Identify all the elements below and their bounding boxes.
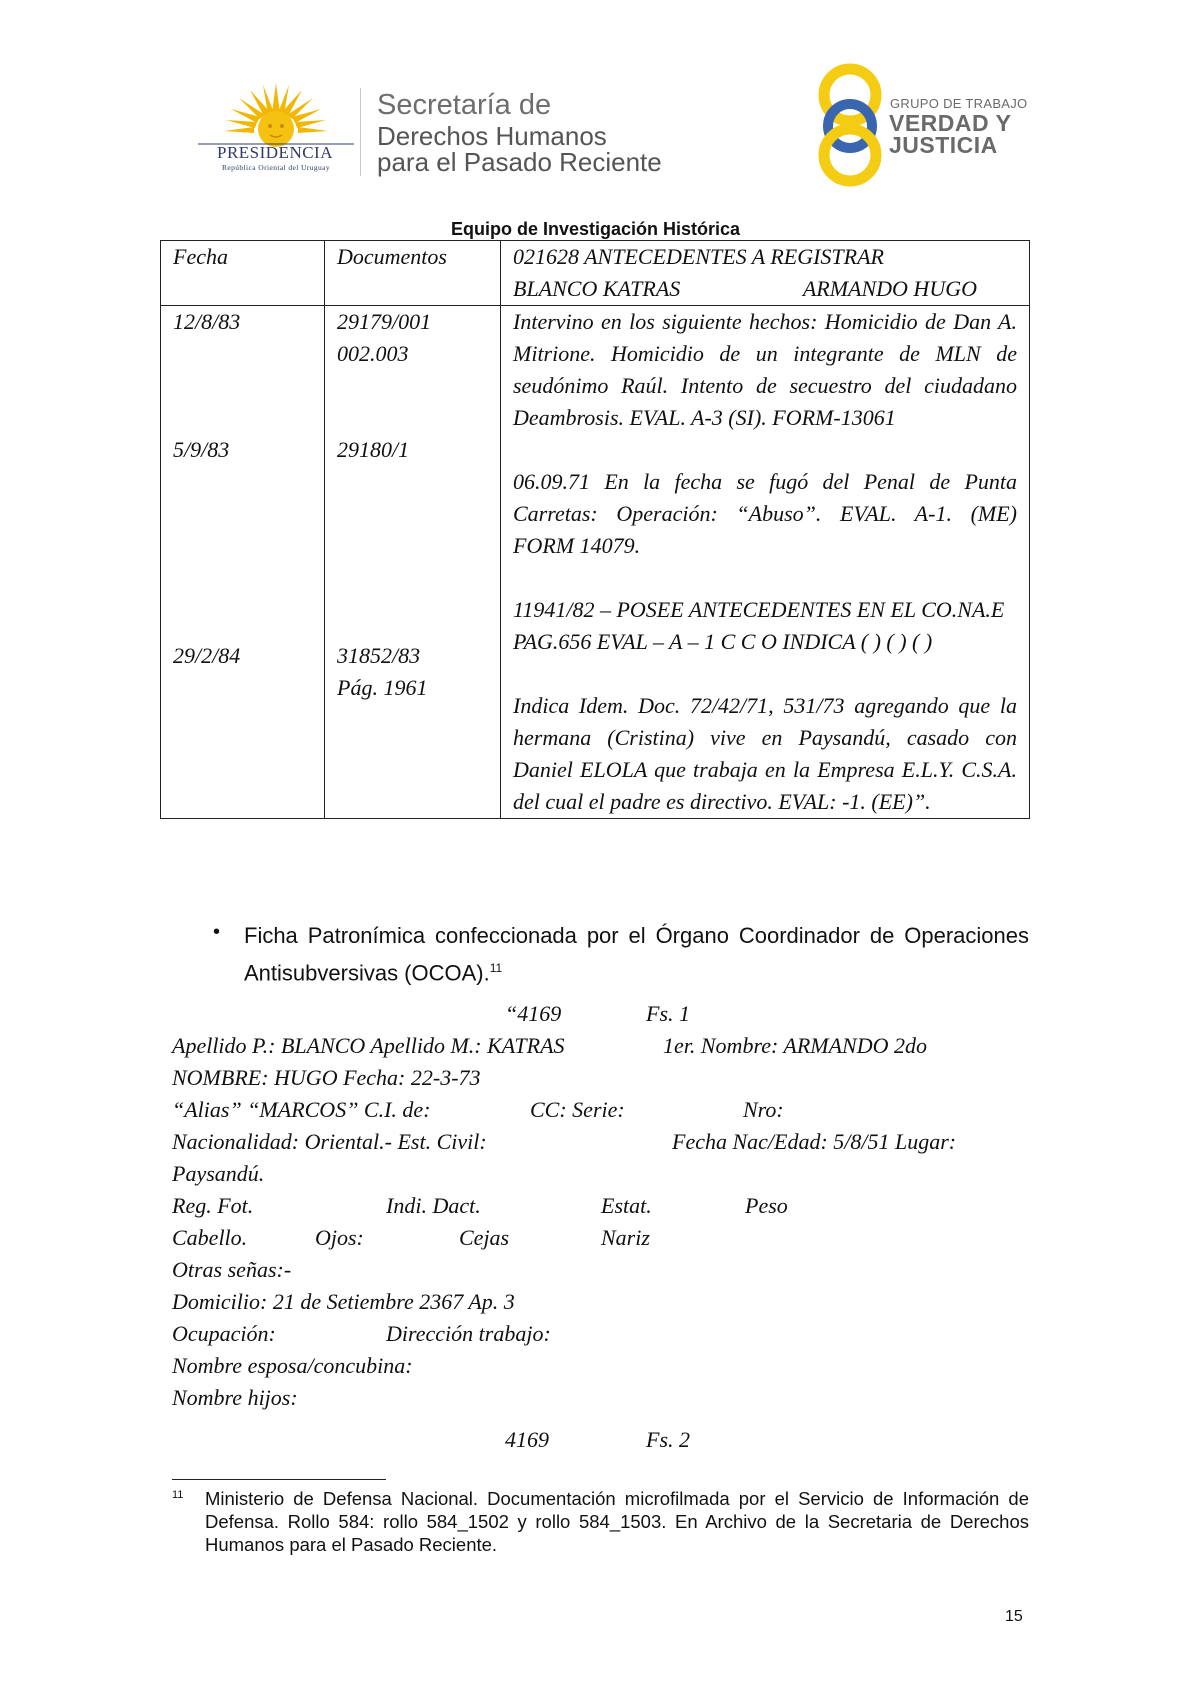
date-entry: 29/2/84 xyxy=(173,643,241,668)
footnote-separator xyxy=(172,1479,386,1480)
ficha-peso: Peso xyxy=(745,1193,788,1218)
header-registro-name xyxy=(513,273,1017,305)
ficha-cabello: Cabello. xyxy=(172,1225,248,1250)
doc-entry: Pág. 1961 xyxy=(337,675,428,700)
entries-cell xyxy=(501,306,1030,819)
gtvj-line2: VERDAD Y xyxy=(889,110,1012,136)
ficha-direccion-trabajo: Dirección trabajo: xyxy=(386,1321,551,1346)
table-body-row xyxy=(161,306,1030,819)
presidencia-wordmark: PRESIDENCIA xyxy=(216,143,333,162)
ficha-first-name: 1er. Nombre: ARMANDO 2do xyxy=(663,1033,927,1058)
doc-entry: 29179/001 xyxy=(337,309,432,334)
secretaria-line2: Derechos Humanos xyxy=(377,121,607,151)
header-documentos: Documentos xyxy=(325,241,501,306)
table-header-row xyxy=(161,241,1030,306)
doc-entry: 31852/83 xyxy=(337,643,421,668)
gtvj-line1: GRUPO DE TRABAJO xyxy=(890,96,1028,111)
ficha-ocupacion: Ocupación: xyxy=(172,1321,276,1346)
date-entry: 5/9/83 xyxy=(173,437,230,462)
ficha-ojos: Ojos: xyxy=(315,1225,364,1250)
ficha-alias: “Alias” “MARCOS” C.I. de: xyxy=(172,1097,431,1122)
footnote-number: 11 xyxy=(172,1489,184,1501)
ficha-hijos: Nombre hijos: xyxy=(172,1385,298,1410)
ficha-place: Paysandú. xyxy=(172,1161,265,1186)
ficha-indi-dact: Indi. Dact. xyxy=(386,1193,481,1218)
entry-paragraph: Intervino en los siguiente hechos: Homicidio de Dan A. Mitrione. Homicidio de un integrante de MLN de seudónimo Raúl. Intento de secuestro del ciudadano Deambrosis. EVAL. A-3 (SI). FORM-13061 xyxy=(513,309,1017,430)
ficha-otras-senas: Otras señas:- xyxy=(172,1257,292,1282)
ficha-birth: Fecha Nac/Edad: 5/8/51 Lugar: xyxy=(672,1129,957,1154)
ficha-nationality: Nacionalidad: Oriental.- Est. Civil: xyxy=(172,1129,487,1154)
page-number: 15 xyxy=(1005,1608,1023,1625)
records-table xyxy=(160,240,1030,819)
ficha-name-date: NOMBRE: HUGO Fecha: 22-3-73 xyxy=(172,1065,481,1090)
bullet-paragraph xyxy=(244,919,1029,989)
secretaria-line1: Secretaría de xyxy=(377,89,552,121)
ficha-foot-number: 4169 xyxy=(505,1427,549,1452)
bullet-text: Ficha Patronímica confeccionada por el Órgano Coordinador de Operaciones Antisubversivas (OCOA). xyxy=(244,923,1029,986)
doc-entry: 29180/1 xyxy=(337,437,410,462)
entry-paragraph: 06.09.71 En la fecha se fugó del Penal de Punta Carretas: Operación: “Abuso”. EVAL. A-1. (ME) FORM 14079. xyxy=(513,469,1017,558)
doc-entry: 002.003 xyxy=(337,341,409,366)
ficha-head-number: “4169 xyxy=(505,1001,562,1026)
footnote-text: Ministerio de Defensa Nacional. Documentación microfilmada por el Servicio de Información de Defensa. Rollo 584: rollo 584_1502 y rollo 584_1503. En Archivo de la Secretaria de Derechos Humanos para el Pasado Reciente. xyxy=(205,1488,1029,1555)
ficha-cejas: Cejas xyxy=(459,1225,510,1250)
ficha-surnames: Apellido P.: BLANCO Apellido M.: KATRAS xyxy=(172,1033,565,1058)
dates-cell xyxy=(161,306,325,819)
ficha-reg-fot: Reg. Fot. xyxy=(172,1193,254,1218)
section-title: Equipo de Investigación Histórica xyxy=(450,219,741,239)
entry-paragraph: Indica Idem. Doc. 72/42/71, 531/73 agregando que la hermana (Cristina) vive en Paysandú, casado con Daniel ELOLA que trabaja en la Empresa E.L.Y. C.S.A. del cual el padre es directivo. EVAL: -1. (EE)”. xyxy=(513,693,1017,814)
ficha-foot-folio: Fs. 2 xyxy=(646,1427,690,1452)
header-given-names: ARMANDO HUGO xyxy=(802,276,977,301)
entry-paragraph: 11941/82 – POSEE ANTECEDENTES EN EL CO.NA.E xyxy=(513,597,1005,622)
date-entry: 12/8/83 xyxy=(173,309,241,334)
header-divider xyxy=(360,88,361,176)
ficha-estat: Estat. xyxy=(601,1193,652,1218)
header-fecha: Fecha xyxy=(161,241,325,306)
header-surname: BLANCO KATRAS xyxy=(513,276,681,301)
documents-cell xyxy=(325,306,501,819)
footnote-reference[interactable]: 11 xyxy=(489,961,503,975)
header-registro-title: 021628 ANTECEDENTES A REGISTRAR xyxy=(513,244,884,269)
ficha-nariz: Nariz xyxy=(601,1225,650,1250)
ficha-domicilio: Domicilio: 21 de Setiembre 2367 Ap. 3 xyxy=(172,1289,515,1314)
ficha-nro: Nro: xyxy=(743,1097,784,1122)
entry-paragraph: PAG.656 EVAL – A – 1 C C O INDICA ( ) ( ) ( ) xyxy=(513,629,933,654)
gtvj-line3: JUSTICIA xyxy=(889,132,998,158)
page-header xyxy=(0,0,1191,210)
header-registro xyxy=(501,241,1030,306)
ficha-cc-serie: CC: Serie: xyxy=(530,1097,625,1122)
secretaria-line3: para el Pasado Reciente xyxy=(377,147,662,177)
presidencia-subtitle: República Oriental del Uruguay xyxy=(221,163,330,172)
ficha-esposa: Nombre esposa/concubina: xyxy=(172,1353,413,1378)
ficha-head-folio: Fs. 1 xyxy=(646,1001,690,1026)
bullet-marker: • xyxy=(213,921,221,943)
